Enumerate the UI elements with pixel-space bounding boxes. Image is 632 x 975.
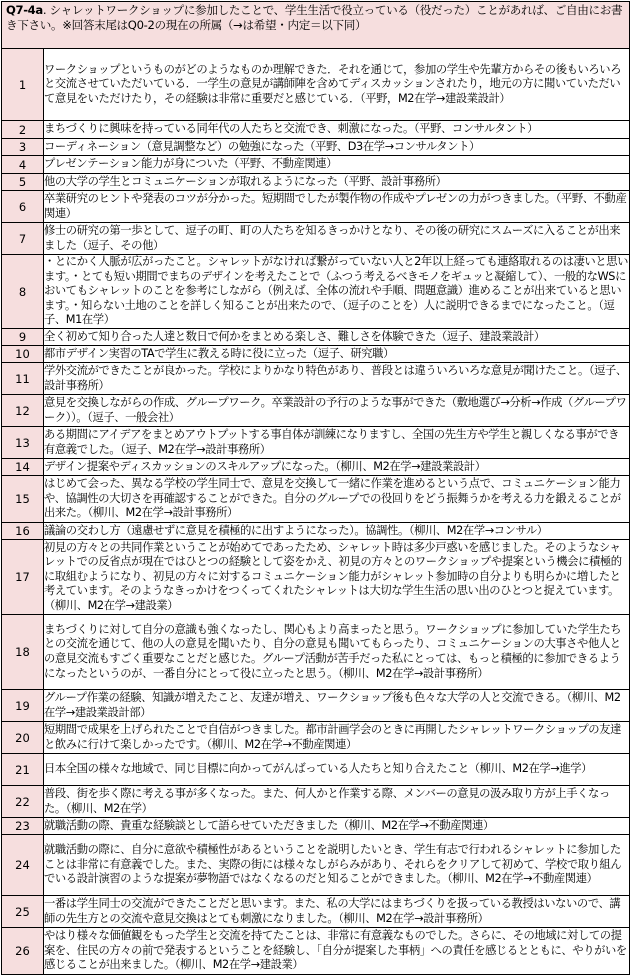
response-row	[2, 139, 630, 156]
response-text: ワークショップというものがどのようなものか理解できた．それを通じて，参加の学生や先輩方からその後もいろいろと交流させていただいている．一学生の意見が講師陣を含めてディスカッションされたり，地元の方に聞いていただいて意見をいただけたり，その経験は非常に重要だと感じている．（平野，M2在学→建設業設計）	[44, 49, 630, 121]
question-text: . シャレットワークショップに参加したことで、学生生活で役立っている（役だった）ことがあれば、ご自由にお書き下さい。※回答末尾はQ0-2の現在の所属（→は希望・内定＝以下同）	[6, 3, 623, 32]
response-number: 4	[2, 156, 44, 174]
response-text: 卒業研究のヒントや発表のコツが分かった。短期間でしたが製作物の作成やプレゼンの力がつきました。（平野、不動産関連）	[44, 191, 630, 223]
response-text: まちづくりに対して自分の意識も強くなったし、関心もより高まったと思う。ワークショップに参加していた学生たちとの交流を通じて、他の人の意見を聞いたり、自分の意見も聞いてもらったり、コミュニケーションの大事さや他人との意見交流もすごく重要なことだと感じた。グループ活動が苦手だった私にとっては、もっと積極的に参加できるようになったというのが、一番自分にとって役に立ったと思う。（柳川、M2在学→設計事務所）	[44, 615, 630, 690]
response-number: 6	[2, 191, 44, 223]
response-text: 他の大学の学生とコミュニケーションが取れるようになった（平野、設計事務所）	[44, 174, 630, 191]
response-number: 9	[2, 329, 44, 346]
response-row	[2, 174, 630, 191]
response-text: 都市デザイン実習のTAで学生に教える時に役に立った（逗子、研究職）	[44, 346, 630, 363]
response-number: 2	[2, 121, 44, 139]
response-number: 11	[2, 363, 44, 395]
response-row	[2, 722, 630, 754]
response-row	[2, 540, 630, 615]
response-number: 16	[2, 523, 44, 540]
response-text: デザイン提案やディスカッションのスキルアップになった。（柳川、M2在学→建設業設計）	[44, 459, 630, 476]
response-number: 7	[2, 223, 44, 255]
response-number: 21	[2, 754, 44, 786]
response-text: やはり様々な価値観をもった学生と交流を持てたことは、非常に有意義なものでした。さらに、その地域に対しての提案を、住民の方々の前で発表するということを経験し、「自分が提案した事柄」への責任を感じるとともに、やりがいを感じることが出来ました。（柳川、M2在学→建設業）	[44, 928, 630, 975]
response-number: 24	[2, 835, 44, 896]
response-number: 12	[2, 395, 44, 427]
response-row	[2, 786, 630, 818]
response-number: 5	[2, 174, 44, 191]
response-row	[2, 363, 630, 395]
response-row	[2, 459, 630, 476]
response-number: 14	[2, 459, 44, 476]
response-number: 18	[2, 615, 44, 690]
question-header	[1, 1, 630, 49]
response-text: まちづくりに興味を持っている同年代の人たちと交流でき、刺激になった。（平野、コンサルタント）	[44, 121, 630, 139]
response-number: 19	[2, 690, 44, 722]
response-number: 10	[2, 346, 44, 363]
response-text: グループ作業の経験、知識が増えたこと、友達が増え、ワークショップ後も色々な大学の人と交流できる。（柳川、M2在学→建設業設計部）	[44, 690, 630, 722]
response-row	[2, 156, 630, 174]
response-number: 8	[2, 255, 44, 329]
response-row	[2, 191, 630, 223]
response-number: 25	[2, 896, 44, 928]
response-text: コーディネーション（意見調整など）の勉強になった（平野、D3在学→コンサルタント）	[44, 139, 630, 156]
response-number: 3	[2, 139, 44, 156]
response-text: ある期間にアイデアをまとめアウトプットする事自体が訓練になりますし、全国の先生方や学生と親しくなる事ができ有意義でした。（逗子、M2在学→設計事務所）	[44, 427, 630, 459]
response-number: 22	[2, 786, 44, 818]
response-row	[2, 427, 630, 459]
response-text: 全く初めて知り合った人達と数日で何かをまとめる楽しさ、難しさを体験できた（逗子、建設業設計）	[44, 329, 630, 346]
response-row	[2, 615, 630, 690]
response-text: 学外交流ができたことが良かった。学校によりかなり特色があり、普段とは違ういろいろな意見が聞けたこと。（逗子、設計事務所）	[44, 363, 630, 395]
response-row	[2, 928, 630, 975]
response-row	[2, 49, 630, 121]
response-text: プレゼンテーション能力が身についた（平野、不動産関連）	[44, 156, 630, 174]
response-row	[2, 754, 630, 786]
response-number: 17	[2, 540, 44, 615]
response-text: 就職活動の際、貴重な経験談として語らせていただきました（柳川、M2在学→不動産関連）	[44, 818, 630, 835]
response-text: 就職活動の際に、自分に意欲や積極性があるということを説明したいとき、学生有志で行われるシャレットに参加したことは非常に有意義でした。また、実際の街には様々なしがらみがあり、それらをクリアして初めて、学校で取り組んでいる設計演習のような提案が夢物語ではなくなるのだと知ることができました。（柳川、M2在学→不動産関連）	[44, 835, 630, 896]
response-number: 20	[2, 722, 44, 754]
question-code: Q7-4a	[6, 3, 43, 17]
response-row	[2, 329, 630, 346]
response-row	[2, 835, 630, 896]
response-text: 日本全国の様々な地域で、同じ目標に向かってがんばっている人たちと知り合えたこと（柳川、M2在学→進学）	[44, 754, 630, 786]
response-number: 26	[2, 928, 44, 975]
response-row	[2, 476, 630, 523]
response-row	[2, 223, 630, 255]
survey-sheet	[1, 1, 630, 972]
response-row	[2, 818, 630, 835]
response-row	[2, 395, 630, 427]
response-text: 短期間で成果を上げられたことで自信がつきました。都市計画学会のときに再開したシャレットワークショップの友達と飲みに行けて楽しかったです。（柳川、M2在学→不動産関連）	[44, 722, 630, 754]
responses-table	[1, 48, 630, 975]
response-row	[2, 690, 630, 722]
response-text: ・とにかく人脈が広がったこと。シャレットがなければ繋がっていない人と2年以上経っても連絡取れるのは凄いと思います。・とても短い期間でまちのデザインを考えたことで（ふつう考えるべきモノをギュッと凝縮して）、一般的なWSにおいてもシャレットのことを参考にしながら（例えば、全体の流れや手順、問題意識）進めることが出来ていると思います。・知らない土地のことを詳しく知ることが出来たので、（逗子のことを）人に説明できるまでになったこと。（逗子、M1在学）	[44, 255, 630, 329]
response-text: はじめて会った、異なる学校の学生同士で、意見を交換して一緒に作業を進めるという点で、コミュニケーション能力や、協調性の大切さを再確認することができた。自分のグループでの役回りをどう振舞うかを考える力を鍛えることが出来た。（柳川、M2在学→設計事務所）	[44, 476, 630, 523]
response-number: 15	[2, 476, 44, 523]
response-text: 一番は学生同士の交流ができたことだと思います。また、私の大学にはまちづくりを扱っている教授はいないので、講師の先生方との交流や意見交換はとても刺激になりました。（柳川、M2在学→設計事務所）	[44, 896, 630, 928]
response-number: 1	[2, 49, 44, 121]
response-text: 普段、街を歩く際に考える事が多くなった。また、何人かと作業する際、メンバーの意見の汲み取り方が上手くなった。（柳川、M2在学）	[44, 786, 630, 818]
response-row	[2, 896, 630, 928]
response-row	[2, 346, 630, 363]
response-row	[2, 523, 630, 540]
response-text: 意見を交換しながらの作成、グループワーク。卒業設計の予行のような事ができた（敷地選び→分析→作成（グループワーク））。（逗子、一般会社）	[44, 395, 630, 427]
response-number: 23	[2, 818, 44, 835]
response-row	[2, 121, 630, 139]
response-text: 修士の研究の第一歩として、逗子の町、町の人たちを知るきっかけとなり、その後の研究にスムーズに入ることが出来ました（逗子、その他）	[44, 223, 630, 255]
response-text: 議論の交わし方（遠慮せずに意見を積極的に出すようになった）。協調性。（柳川、M2在学→コンサル）	[44, 523, 630, 540]
response-row	[2, 255, 630, 329]
response-number: 13	[2, 427, 44, 459]
response-text: 初見の方々との共同作業ということが始めてであったため、シャレット時は多少戸惑いを感じました。そのようなシャレットでの反省点が現在ではひとつの経験として姿をかえ、初見の方々とのワークショップや提案という機会に積極的に取組むようになり、初見の方々に対するコミュニケーション能力がシャレット参加時の自分よりも明らかに増したと考えています。そのようなきっかけをつくってくれたシャレットは大切な学生生活の思い出のひとつと捉えています。（柳川、M2在学→建設業）	[44, 540, 630, 615]
